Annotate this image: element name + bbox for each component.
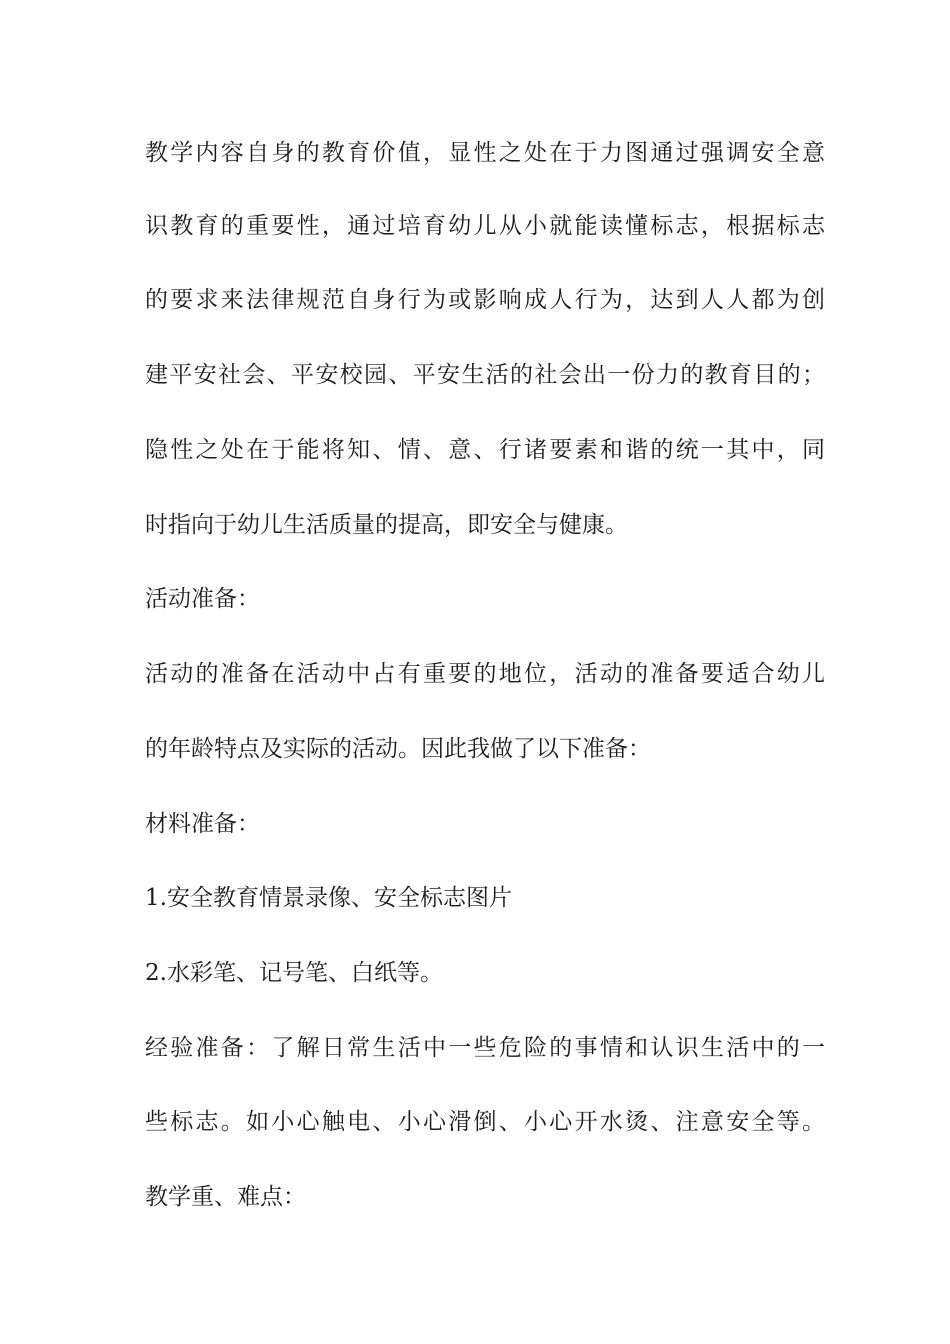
section-heading: 材料准备： [145,811,260,837]
paragraph-line: 时指向于幼儿生活质量的提高，即安全与健康。 [145,512,628,538]
paragraph-line: 识教育的重要性，通过培育幼儿从小就能读懂标志，根据标志 [145,213,825,239]
list-item: 2.水彩笔、记号笔、白纸等。 [145,960,443,986]
paragraph-line: 活动的准备在活动中占有重要的地位，活动的准备要适合幼儿 [145,661,825,687]
paragraph-line: 教学内容自身的教育价值，显性之处在于力图通过强调安全意 [145,140,825,166]
list-item: 1.安全教育情景录像、安全标志图片 [145,885,512,911]
paragraph-line: 经验准备：了解日常生活中一些危险的事情和认识生活中的一 [145,1035,825,1061]
paragraph-line: 的要求来法律规范自身行为或影响成人行为，达到人人都为创 [145,287,825,313]
paragraph-line: 建平安社会、平安校园、平安生活的社会出一份力的教育目的； [145,362,825,388]
paragraph-line: 些标志。如小心触电、小心滑倒、小心开水烫、注意安全等。 [145,1109,825,1135]
paragraph-line: 的年龄特点及实际的活动。因此我做了以下准备： [145,736,651,762]
paragraph-line: 隐性之处在于能将知、情、意、行诸要素和谐的统一其中，同 [145,437,825,463]
section-heading: 教学重、难点： [145,1184,306,1210]
section-heading: 活动准备： [145,586,260,612]
